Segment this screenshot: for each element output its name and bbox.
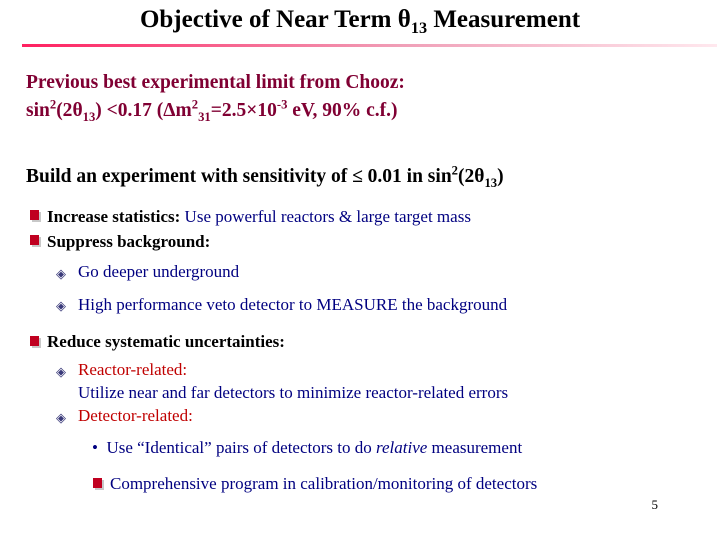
build-statement: Build an experiment with sensitivity of ≤ 0.01 in $\sin^2(2\theta_{13})$ [26,163,504,190]
square-bullet-icon [93,478,103,489]
veto-detector-item: High performance veto detector to MEASURE the background [78,295,508,314]
intro-line-1: Previous best experimental limit from Chooz: [26,72,405,93]
calibration-item: Comprehensive program in calibration/monitoring of detectors [110,474,538,493]
increase-statistics-item: Increase statistics: Use powerful reactors & large target mass [47,207,471,226]
diamond-bullet-icon: ◈ [56,410,66,425]
page-number: 5 [651,497,658,512]
title-underline [22,44,717,47]
reduce-systematics-item: Reduce systematic uncertainties: [47,332,285,351]
reactor-related-text: Utilize near and far detectors to minimize reactor-related errors [78,383,509,402]
detector-related-label: Detector-related: [78,406,193,425]
square-bullet-icon [30,336,40,347]
reactor-related-label: Reactor-related: [78,360,188,379]
intro-line-2: $\sin^2(2\theta_{13}) <0.17$ ($\Delta m^2_{31}=2.5\times 10^{-3}$ eV, 90% c.f.) [26,97,398,124]
suppress-background-item: Suppress background: [47,232,211,251]
diamond-bullet-icon: ◈ [56,266,66,281]
diamond-bullet-icon: ◈ [56,298,66,313]
dot-bullet-icon: • [92,438,98,457]
slide-title: Objective of Near Term $\theta_{13}$ Measurement [139,6,581,37]
square-bullet-icon [30,235,40,246]
square-bullet-icon [30,210,40,221]
diamond-bullet-icon: ◈ [56,364,66,379]
deeper-underground-item: Go deeper underground [78,262,240,281]
identical-pairs-item: • Use “Identical” pairs of detectors to do relative measurement [92,438,523,457]
